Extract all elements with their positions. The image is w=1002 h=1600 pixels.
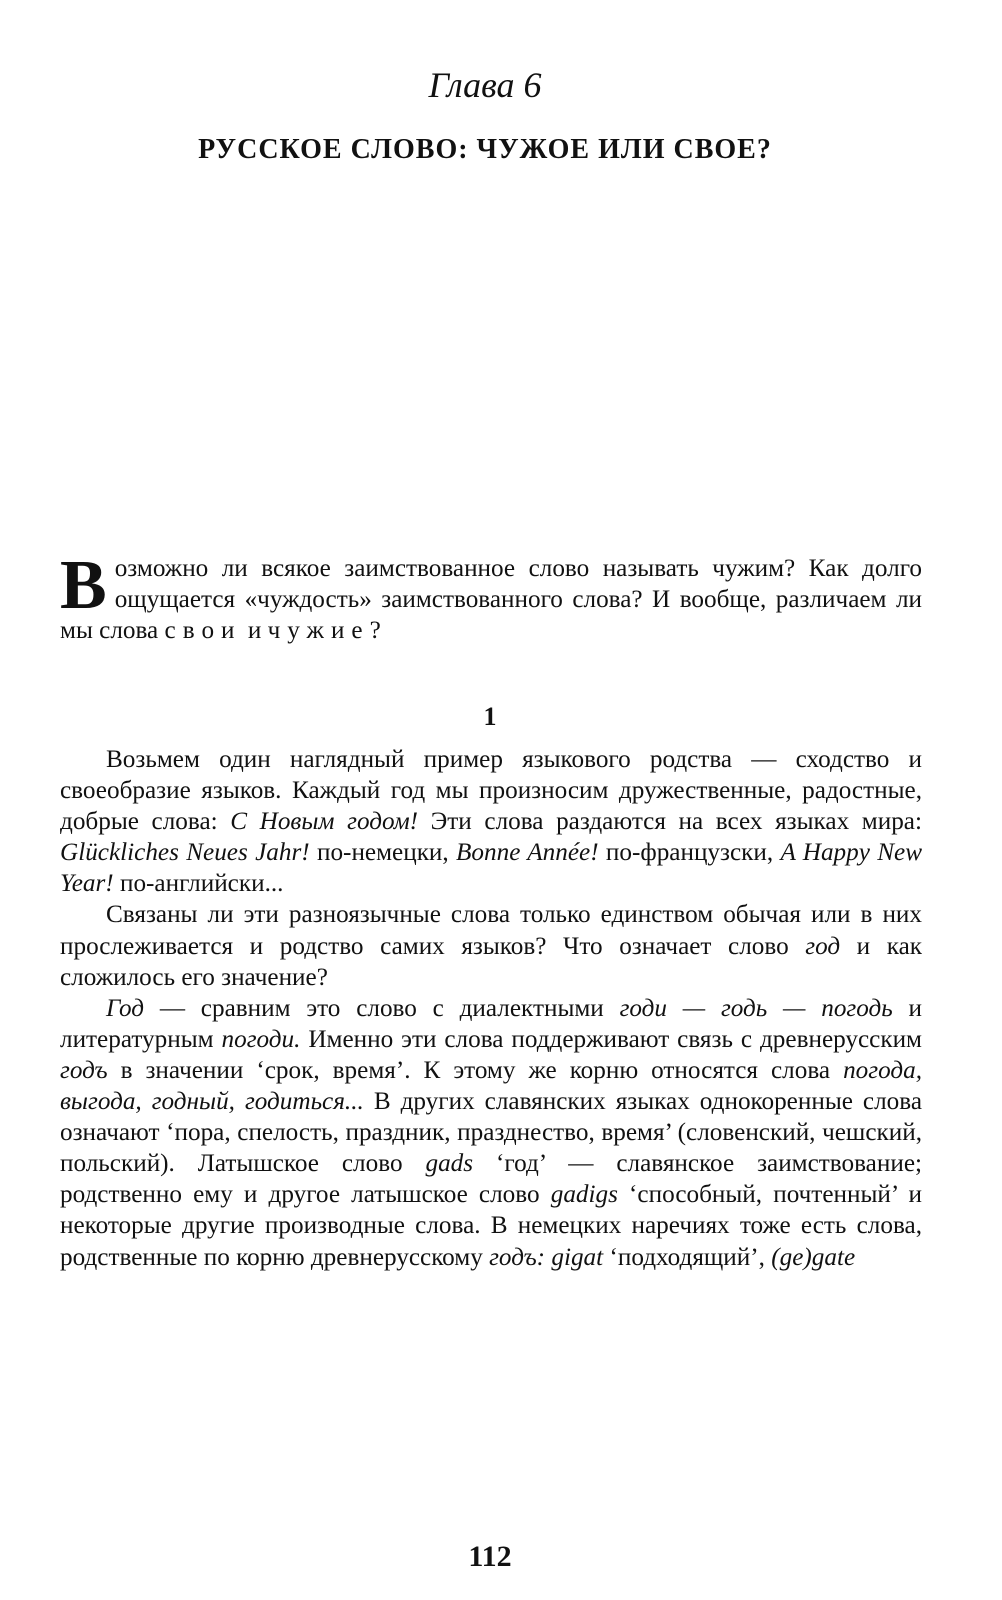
italic-term: годъ: gigat [489,1243,604,1271]
text-run: Эти слова раздаются на всех языках мира: [418,808,922,836]
text-run: Возьмем один наглядный пример языкового родства — сходство и своеобразие языков. Каждый год мы произносим дружественные, радостные, добрые слова: [60,746,922,836]
text-run: по-немецки, [309,839,457,867]
text-run: ‘подходящий’, [603,1243,772,1271]
text-run: по-английски... [113,870,284,898]
intro-text-a: озможно ли всякое заимствованное слово называть чужим? Как долго ощущается «чуждость» заимствованного слова? И вообще, различаем ли мы слова [60,555,922,645]
text-run: Связаны ли эти разноязычные слова только единством обычая или в них прослеживается и родство самих языков? Что означает слово [60,901,922,960]
text-run: по-французски, [598,839,781,867]
italic-term: (ge)gate [771,1243,856,1271]
italic-term: годъ [60,1056,108,1084]
intro-text [60,547,922,646]
paragraph-2 [60,899,922,992]
text-run: и литературным [60,994,922,1053]
italic-term: gads [425,1150,474,1178]
chapter-title: РУССКОЕ СЛОВО: ЧУЖОЕ ИЛИ СВОЕ? [198,134,772,165]
italic-term: С Новым годом! [230,808,419,836]
text-run: — сравним это слово с диалектными [144,994,620,1022]
paragraph-3 [60,993,922,1273]
italic-term: погода, выгода, годный, годиться... [60,1056,922,1116]
text-run: в значении ‘срок, время’. К этому же корню относятся слова [107,1056,844,1084]
italic-term: Год [106,994,145,1022]
italic-term: A Happy New Year! [60,839,923,898]
italic-term: годи — годь — погодь [619,994,893,1022]
text-run: В других славянских языках однокоренные слова означают ‘пора, спелость, праздник, празднество, время’ (словенский, чешский, польский). Латышское слово [60,1088,922,1178]
italic-term: Glückliches Neues Jahr! [60,839,310,867]
page-number: 112 [468,1540,512,1573]
drop-cap: В [60,547,107,624]
chapter-label: Глава 6 [428,65,542,105]
intro-spaced-svoi: свои [164,617,242,645]
intro-text-c: ? [369,617,381,645]
italic-term: погоди. [221,1025,301,1053]
italic-term: gadigs [550,1181,618,1209]
text-run: и как сложилось его значение? [60,932,922,991]
text-run: ‘год’ — славянское заимствование; родственно ему и другое латышское слово [60,1150,922,1209]
italic-term: год [805,932,841,960]
main-text [60,744,922,1273]
italic-term: Bonne Année! [456,839,599,867]
text-run: ‘способный, почтенный’ и некоторые другие производные слова. В немецких наречиях тоже есть слова, родственные по корню древнерусскому [60,1181,922,1271]
section-number: 1 [483,702,497,731]
intro-text-b: и [241,617,268,645]
intro-paragraph [60,547,922,646]
paragraph-1 [60,744,922,899]
text-run: Именно эти слова поддерживают связь с древнерусским [300,1025,922,1053]
intro-spaced-chuzhie: чужие [267,617,370,645]
